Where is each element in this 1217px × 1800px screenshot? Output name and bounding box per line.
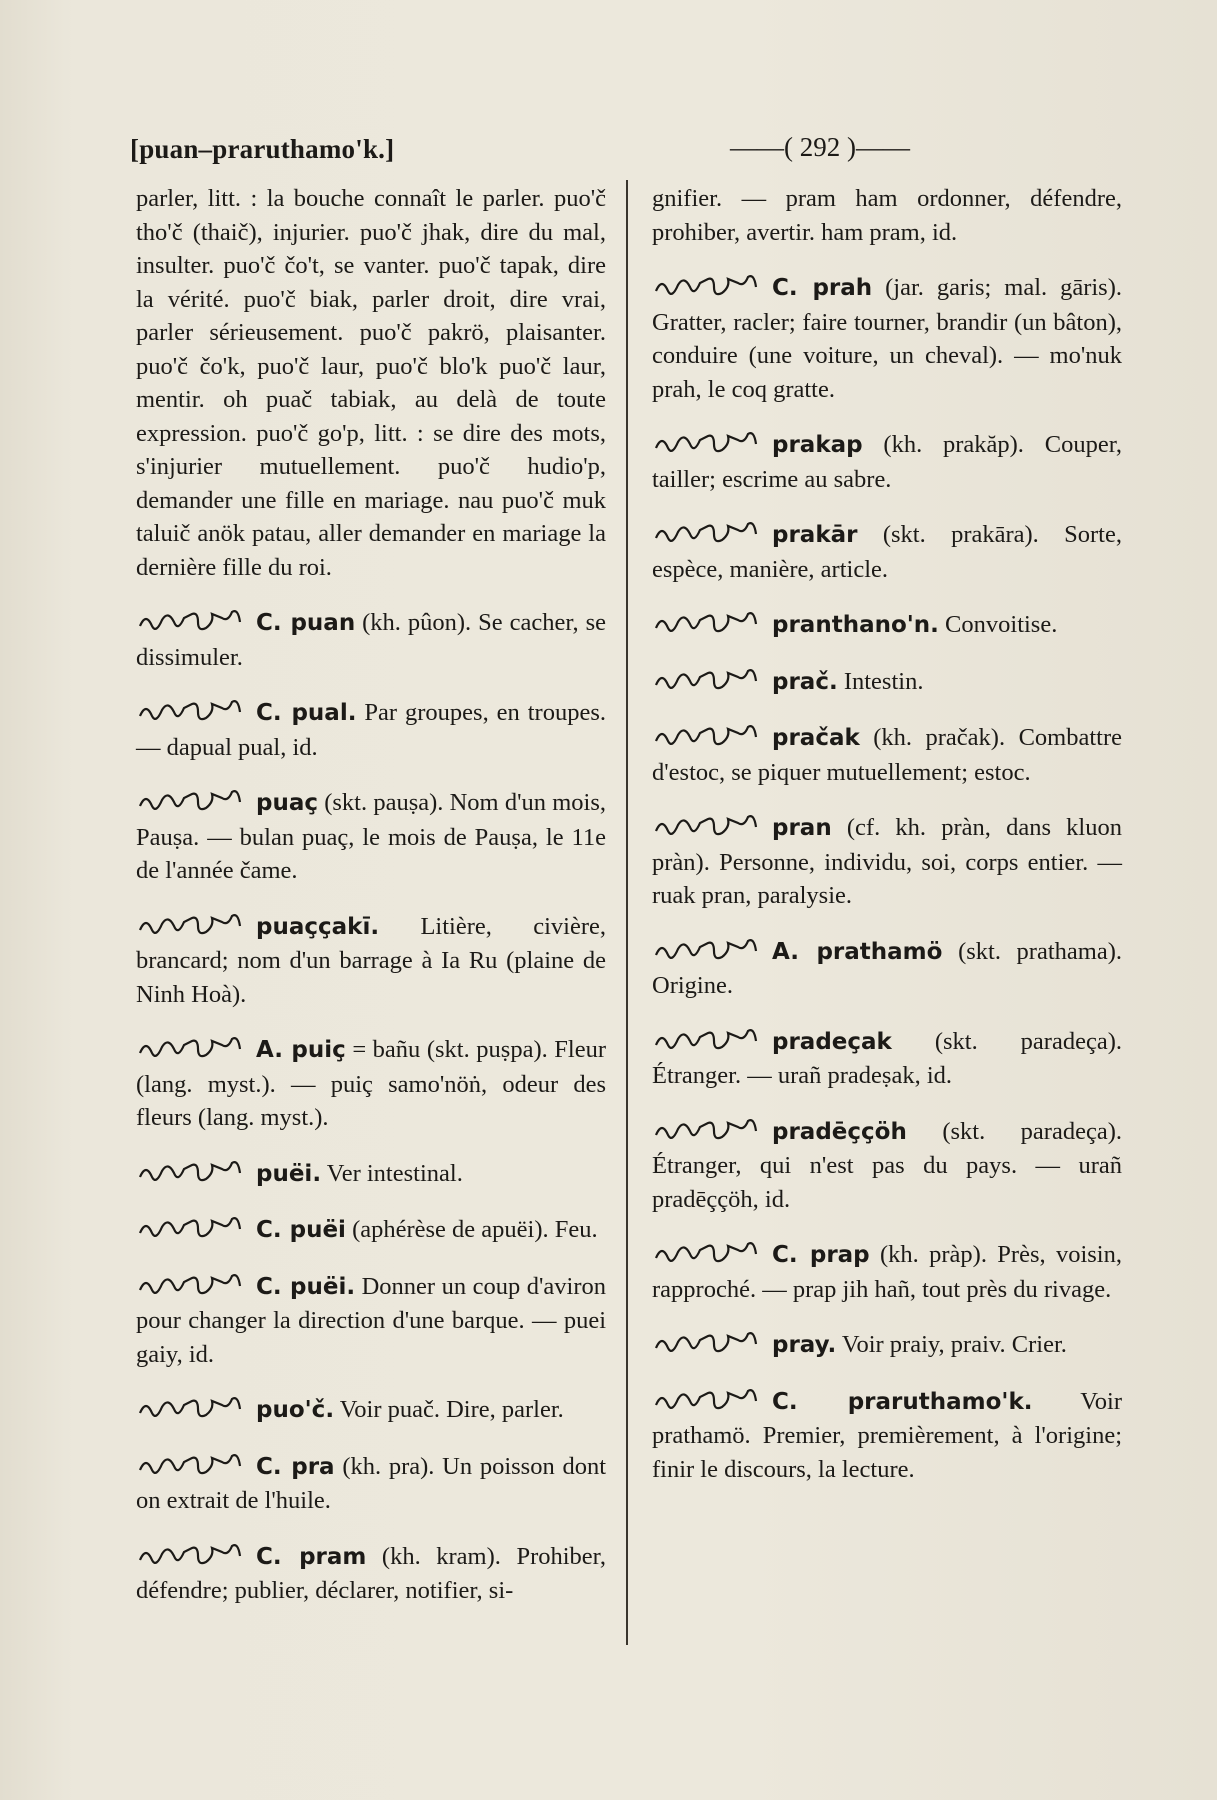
dictionary-entry [652, 665, 1122, 700]
entry-definition: (aphérèse de apuëi). Feu. [345, 1216, 598, 1243]
entry-headword: A. puiç [256, 1037, 346, 1063]
entry-definition: Intestin. [837, 667, 924, 695]
cham-glyph-icon [136, 696, 246, 726]
entry-definition: (skt. pauṣa). Nom d'un mois, Pauṣa. — bulan puaç, le mois de Pauṣa, le 11e de l'année čame. [136, 789, 606, 884]
entry-headword: puo'č. [256, 1397, 335, 1423]
dictionary-entry [136, 696, 606, 764]
cham-glyph-icon [652, 1025, 762, 1055]
page-number: ——( 292 )—— [730, 132, 910, 162]
cham-glyph-icon [652, 1238, 762, 1268]
entry-definition: Voir praiy, praiv. Crier. [836, 1331, 1067, 1358]
dictionary-entry [136, 1157, 606, 1192]
entry-definition: Donner un coup d'aviron pour changer la direction d'une barque. — puei gaiy, id. [136, 1272, 606, 1368]
cham-glyph-icon [136, 910, 246, 940]
cham-glyph-icon [136, 786, 246, 816]
cham-glyph-icon [652, 271, 762, 301]
cham-glyph-icon [136, 606, 246, 636]
entry-definition: (kh. pràp). Près, voisin, rapproché. — prap jih hañ, tout près du rivage. [652, 1241, 1122, 1303]
entry-definition: (skt. prathama). Origine. [652, 937, 1122, 999]
entry-headword: pradēççöh [772, 1118, 907, 1145]
entry-definition: Convoitise. [938, 611, 1058, 638]
cham-glyph-icon [652, 1328, 762, 1358]
dictionary-entry [652, 1238, 1122, 1306]
entry-definition: (skt. paradeça). Étranger. — urañ pradeṣak, id. [652, 1027, 1122, 1089]
cham-glyph-icon [652, 518, 762, 548]
cham-glyph-icon [136, 1270, 246, 1300]
entry-definition: Litière, civière, brancard; nom d'un barrage à Ia Ru (plaine de Ninh Hoà). [136, 912, 606, 1008]
dictionary-entry [652, 428, 1122, 496]
cham-glyph-icon [136, 1540, 246, 1570]
entry-headword: C. puan [256, 610, 356, 636]
entry-headword: pračak [772, 725, 860, 751]
cham-glyph-icon [652, 665, 762, 695]
entry-definition: (kh. pûon). Se cacher, se dissimuler. [136, 609, 606, 671]
column-divider [626, 180, 628, 1645]
entry-headword: prakār [772, 522, 858, 548]
cham-glyph-icon [652, 428, 762, 458]
dictionary-entry [136, 1033, 606, 1135]
dictionary-entry [136, 786, 606, 888]
cham-glyph-icon [136, 1213, 246, 1243]
entry-headword: C. pra [256, 1453, 335, 1480]
cham-glyph-icon [136, 1033, 246, 1063]
dictionary-entry [136, 606, 606, 674]
entry-headword: prač. [772, 668, 838, 695]
cham-glyph-icon [136, 1157, 246, 1187]
entry-headword: pranthano'n. [772, 612, 939, 638]
entry-definition: (kh. pra). Un poisson dont on extrait de l'huile. [136, 1452, 607, 1514]
entry-headword: C. puëi. [256, 1273, 356, 1300]
entry-headword: C. praruthamo'k. [772, 1388, 1033, 1415]
entry-headword: pradeçak [772, 1028, 892, 1055]
entry-headword: C. pram [256, 1543, 367, 1570]
dictionary-entry [652, 271, 1122, 406]
entry-headword: C. prah [772, 275, 873, 301]
entry-headword: C. prap [772, 1242, 870, 1268]
cham-glyph-icon [652, 811, 762, 841]
dictionary-entry [652, 1385, 1122, 1487]
cham-glyph-icon [652, 1115, 762, 1145]
entry-definition: (jar. garis; mal. gāris). Gratter, racler; faire tourner, brandir (un bâton), conduire (une voiture, un cheval). — mo'nuk prah, le coq gratte. [652, 274, 1122, 403]
entry-headword: prakap [772, 432, 863, 458]
entry-headword: C. pual. [256, 700, 357, 726]
entry-definition: Voir prathamö. Premier, premièrement, à l'origine; finir le discours, la lecture. [652, 1387, 1122, 1483]
entry-headword: pran [772, 815, 832, 841]
cham-glyph-icon [652, 935, 762, 965]
entry-headword: puaççakī. [256, 913, 380, 940]
dictionary-entry [652, 518, 1122, 586]
left-column [136, 182, 606, 1630]
cham-glyph-icon [652, 721, 762, 751]
right-column [652, 182, 1122, 1508]
entry-headword: A. prathamö [772, 938, 943, 965]
dictionary-entry [652, 935, 1122, 1003]
entry-definition: (kh. prakăp). Couper, tailler; escrime au sabre. [652, 431, 1122, 493]
cham-glyph-icon [136, 1450, 246, 1480]
dictionary-entry [136, 1450, 606, 1518]
continuation-text: parler, litt. : la bouche connaît le parler. puo'č tho'č (thaič), injurier. puo'č jhak, dire du mal, insulter. puo'č čo't, se vanter. puo'č tapak, dire la vérité. puo'č biak, parler droit, dire vrai, parler sérieusement. puo'č pakrö, plaisanter. puo'č čo'k, puo'č laur, puo'č blo'k puo'č laur, mentir. oh puač tabiak, au delà de toute expression. puo'č go'p, litt. : se dire des mots, s'injurier mutuellement. puo'č hudio'p, demander une fille en mariage. nau puo'č muk taluič anök patau, aller demander en mariage la dernière fille du roi. [136, 185, 606, 581]
running-head: [puan–praruthamo'k.] [130, 134, 395, 164]
dictionary-entry [136, 1270, 606, 1372]
entry-headword: puëi. [256, 1160, 322, 1187]
entry-headword: pray. [772, 1332, 837, 1358]
dictionary-entry [652, 608, 1122, 643]
entry-definition: (kh. kram). Prohiber, défendre; publier, déclarer, notifier, si- [136, 1542, 606, 1604]
entry-definition: (cf. kh. pràn, dans kluon pràn). Personne, individu, soi, corps entier. — ruak pran, paralysie. [652, 814, 1122, 909]
dictionary-entry [136, 910, 606, 1012]
entry-definition: (skt. prakāra). Sorte, espèce, manière, article. [652, 521, 1122, 583]
entry-definition: Par groupes, en troupes. — dapual pual, id. [136, 699, 606, 761]
dictionary-entry [652, 721, 1122, 789]
dictionary-entry [136, 1540, 606, 1608]
cham-glyph-icon [652, 608, 762, 638]
dictionary-entry [652, 1328, 1122, 1363]
dictionary-entry [136, 1213, 606, 1248]
entry-definition: Voir puač. Dire, parler. [334, 1396, 564, 1423]
page-header [130, 128, 1130, 172]
entry-definition: (kh. pračak). Combattre d'estoc, se piquer mutuellement; estoc. [652, 724, 1122, 786]
entry-definition: Ver intestinal. [321, 1159, 463, 1187]
continuation-text: gnifier. — pram ham ordonner, défendre, prohiber, avertir. ham pram, id. [652, 185, 1122, 246]
dictionary-entry [652, 811, 1122, 913]
dictionary-entry [652, 1025, 1122, 1093]
dictionary-entry [652, 1115, 1122, 1217]
cham-glyph-icon [136, 1393, 246, 1423]
entry-headword: puaç [256, 790, 318, 816]
dictionary-entry [136, 1393, 606, 1428]
cham-glyph-icon [652, 1385, 762, 1415]
entry-headword: C. puëi [256, 1217, 346, 1243]
entry-definition: = bañu (skt. puṣpa). Fleur (lang. myst.). — puiç samo'nöṅ, odeur des fleurs (lang. myst.). [136, 1036, 607, 1131]
entry-definition: (skt. paradeça). Étranger, qui n'est pas du pays. — urañ pradēççöh, id. [652, 1117, 1122, 1213]
